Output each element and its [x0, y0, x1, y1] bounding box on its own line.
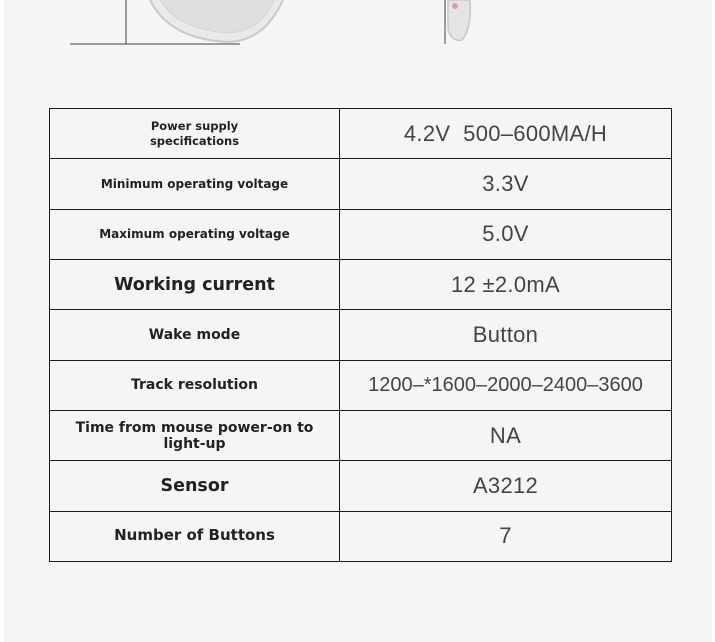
spec-label: Sensor: [160, 475, 229, 496]
spec-value-cell: [340, 310, 672, 360]
table-row: [50, 410, 672, 460]
spec-value-cell: [340, 159, 672, 209]
spec-label: Time from mouse power-on to light-up: [75, 419, 314, 452]
table-row: [50, 159, 672, 209]
spec-label-cell: [50, 259, 340, 309]
mouse-shell-illustration-icon: [70, 0, 283, 44]
spec-value: Button: [472, 321, 539, 347]
spec-label: Wake mode: [148, 326, 241, 343]
spec-table: [49, 108, 672, 562]
table-row: [50, 259, 672, 309]
spec-label-cell: [50, 209, 340, 259]
spec-value-cell: [340, 511, 672, 561]
table-row: [50, 209, 672, 259]
spec-label-cell: [50, 461, 340, 511]
spec-value: A3212: [472, 472, 539, 498]
table-row: [50, 511, 672, 561]
spec-value-cell: [340, 209, 672, 259]
mouse-side-illustration-icon: [445, 0, 470, 44]
spec-value-cell: [340, 259, 672, 309]
spec-value: 7: [499, 523, 512, 549]
spec-label-cell: [50, 109, 340, 159]
spec-label-cell: [50, 310, 340, 360]
spec-label-cell: [50, 360, 340, 410]
spec-label-cell: [50, 159, 340, 209]
spec-label: Minimum operating voltage: [100, 176, 289, 191]
spec-label: Track resolution: [130, 377, 259, 394]
spec-value: 12 ±2.0mA: [451, 271, 560, 297]
spec-value-cell: [340, 410, 672, 460]
spec-label: Number of Buttons: [114, 526, 275, 545]
spec-label: Working current: [114, 274, 275, 295]
spec-value-cell: [340, 109, 672, 159]
spec-label: Maximum operating voltage: [99, 227, 290, 242]
spec-value: 1200–*1600–2000–2400–3600: [368, 373, 643, 396]
table-row: [50, 360, 672, 410]
spec-label: Power supply specifications: [149, 118, 240, 148]
spec-label-cell: [50, 511, 340, 561]
spec-value: NA: [489, 422, 522, 448]
spec-value-cell: [340, 360, 672, 410]
table-row: [50, 310, 672, 360]
spec-value: 5.0V: [482, 221, 529, 247]
spec-value: 4.2V 500–600MA/H: [403, 120, 608, 146]
table-row: [50, 461, 672, 511]
table-row: [50, 109, 672, 159]
spec-value: 3.3V: [482, 170, 529, 196]
spec-label-cell: [50, 410, 340, 460]
spec-value-cell: [340, 461, 672, 511]
product-illustration: [0, 0, 715, 60]
